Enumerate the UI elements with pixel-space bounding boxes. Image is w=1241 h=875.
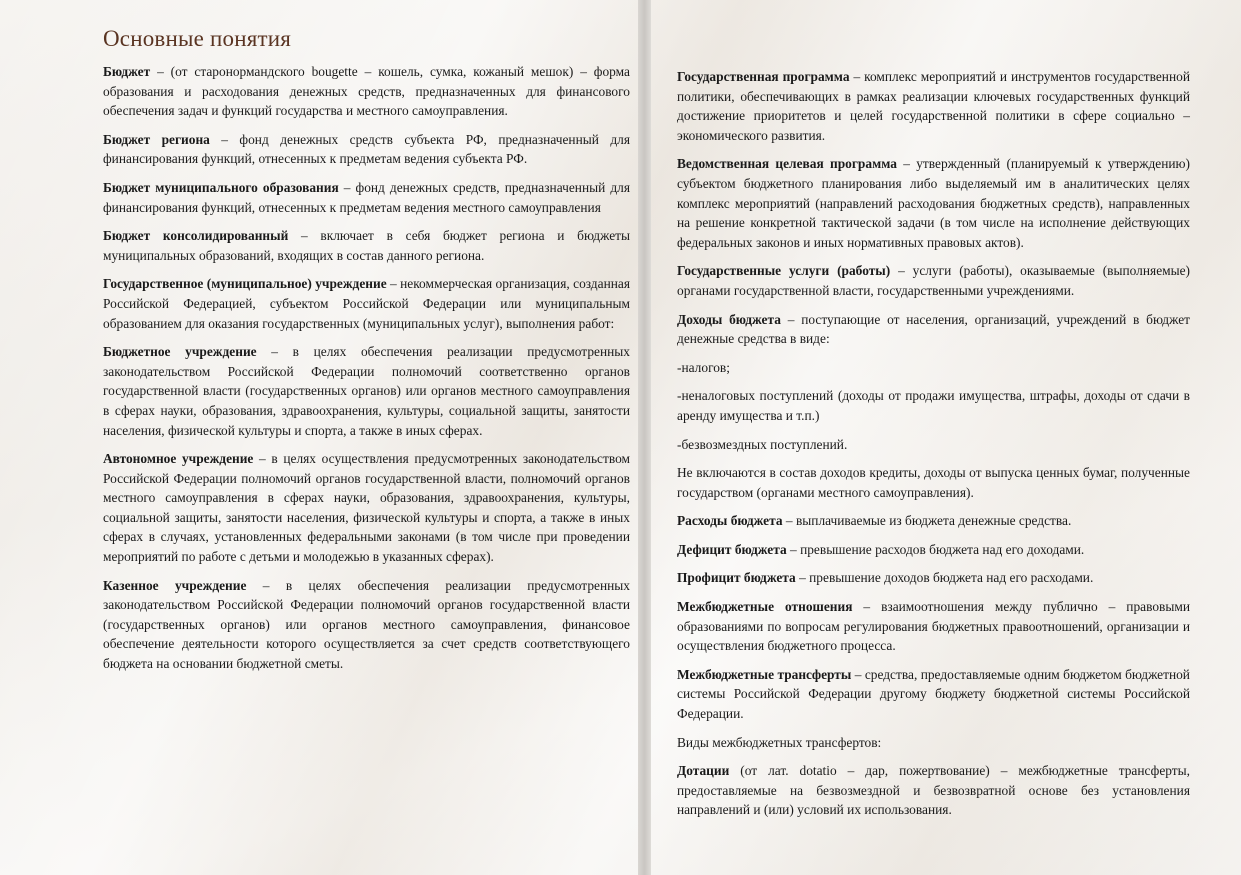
right-definitions — [677, 67, 1190, 820]
definition-text: – взаимоотношения между публично – правовыми образованиями по вопросам регулирования бюджетных правоотношений, организации и осуществления бюджетного процесса. — [677, 599, 1190, 654]
definition-term: Казенное учреждение — [103, 577, 247, 593]
list-item — [677, 435, 1190, 455]
definition-term: Ведомственная целевая программа — [677, 156, 897, 172]
note-paragraph — [677, 463, 1190, 502]
definition-text: Виды межбюджетных трансфертов: — [677, 734, 882, 750]
definition-paragraph — [103, 178, 630, 217]
definition-term: Бюджет муниципального образования — [103, 179, 339, 195]
definition-term: Дотации — [677, 763, 730, 779]
definition-term: Бюджет консолидированный — [103, 228, 289, 244]
definition-term: Межбюджетные отношения — [677, 599, 853, 615]
definition-term: Государственная программа — [677, 69, 850, 84]
definition-paragraph — [677, 67, 1190, 145]
definition-paragraph — [677, 261, 1190, 300]
definition-paragraph — [103, 130, 630, 169]
definition-text: – фонд денежных средств, предназначенный для финансирования функций, отнесенных к предметам ведения местного самоуправления — [103, 179, 630, 215]
definition-text: Не включаются в состав доходов кредиты, доходы от выпуска ценных бумаг, полученные государством (органами местного самоуправления). — [677, 465, 1190, 500]
definition-paragraph — [103, 226, 630, 265]
definition-term: Профицит бюджета — [677, 570, 796, 586]
definition-text: -налогов; — [677, 359, 730, 375]
page-title: Основные понятия — [103, 26, 292, 51]
definition-paragraph — [677, 665, 1190, 724]
definition-text: (от лат. dotatio – дар, пожертвование) – межбюджетные трансферты, предоставляемые на безвозмездной и безвозвратной основе без установления направлений и (или) условий их использования. — [677, 763, 1190, 818]
definition-paragraph — [103, 274, 630, 333]
definition-term: Доходы бюджета — [677, 311, 781, 327]
definition-text: – превышение доходов бюджета над его расходами. — [795, 570, 1094, 586]
definition-paragraph — [677, 568, 1190, 588]
definition-text: – услуги (работы), оказываемые (выполняемые) органами государственной власти, государственными учреждениями. — [677, 263, 1191, 298]
definition-text: – в целях обеспечения реализации предусмотренных законодательством Российской Федерации полномочий соответственно органов государственной власти (государственных органов) или органов местного самоуправления в сферах науки, образования, здравоохранения, культуры, социальной защиты, занятости населения, физической культуры и спорта, а также в иных сферах. — [103, 344, 630, 438]
definition-paragraph — [677, 540, 1190, 560]
list-item — [677, 386, 1190, 425]
definition-text: -безвозмездных поступлений. — [677, 436, 848, 452]
definition-text: – фонд денежных средств субъекта РФ, предназначенный для финансирования функций, отнесенных к предметам ведения субъекта РФ. — [103, 131, 630, 167]
definition-text: – средства, предоставляемые одним бюджетом бюджетной системы Российской Федерации другому бюджету бюджетной системы Российской Федерации. — [677, 666, 1190, 722]
definition-text: – в целях обеспечения реализации предусмотренных законодательством Российской Федерации полномочий органов государственной власти (государственных органов) или органов местного самоуправления, финансовое обеспечение деятельности которого осуществляется за счет средств соответствующего бюджета на основании бюджетной сметы. — [103, 577, 630, 672]
section-subheading — [677, 733, 1190, 753]
definition-paragraph — [677, 154, 1190, 252]
definition-text: – в целях осуществления предусмотренных законодательством Российской Федерации полномочий органов государственной власти, полномочий органов местного самоуправления в сферах науки, образования, здравоохранения, культуры, социальной защиты, занятости населения, физической культуры и спорта, а также в иных сферах в случаях, установленных федеральными законами (в том числе при проведении мероприятий по работе с детьми и молодежью в указанных сферах). — [103, 451, 630, 565]
definition-paragraph — [103, 342, 630, 440]
definition-term: Расходы бюджета — [677, 513, 783, 529]
definition-term: Бюджетное учреждение — [103, 344, 257, 360]
definition-paragraph — [103, 62, 630, 121]
definition-text: – некоммерческая организация, созданная Российской Федерацией, субъектом Российской Федерации или муниципальным образованием для оказания государственных (муниципальных услуг), выполнения работ: — [103, 276, 630, 331]
definition-text: – поступающие от населения, организаций, учреждений в бюджет денежные средства в виде: — [677, 311, 1190, 347]
definition-text: – (от старонормандского bougette – кошель, сумка, кожаный мешок) – форма образования и расходования денежных средств, предназначенных для финансового обеспечения задач и функций государства и местного самоуправления. — [103, 64, 630, 119]
right-page — [651, 0, 1241, 875]
definition-term: Бюджет — [103, 64, 151, 79]
definition-term: Автономное учреждение — [103, 451, 254, 467]
definition-term: Государственное (муниципальное) учреждение — [103, 276, 387, 292]
definition-text: – превышение расходов бюджета над его доходами. — [786, 541, 1085, 557]
definition-term: Государственные услуги (работы) — [677, 263, 891, 279]
definition-term: Межбюджетные трансферты — [677, 666, 852, 682]
definition-text: – комплекс мероприятий и инструментов государственной политики, обеспечивающих в рамках реализации ключевых государственных функций достижение приоритетов и целей государственной политики в сфере социально – экономического развития. — [677, 69, 1190, 143]
definition-paragraph — [677, 597, 1190, 656]
definition-paragraph — [677, 761, 1190, 820]
definition-text: – утвержденный (планируемый к утверждению) субъектом бюджетного планирования либо выделяемый им в аналитических целях комплекс мероприятий (направлений расходования бюджетных средств), направленных на решение конкретной тактической задачи (в том числе на исполнение действующих федеральных законов и иных нормативных правовых актов). — [677, 156, 1190, 250]
definition-text: -неналоговых поступлений (доходы от продажи имущества, штрафы, доходы от сдачи в аренду имущества и т.п.) — [677, 388, 1190, 423]
definition-term: Бюджет региона — [103, 131, 210, 147]
definition-paragraph — [103, 576, 630, 674]
definition-text: – включает в себя бюджет региона и бюджеты муниципальных образований, входящих в состав данного региона. — [103, 228, 630, 263]
left-definitions — [103, 62, 630, 674]
definition-paragraph — [103, 449, 630, 567]
definition-paragraph — [677, 511, 1190, 531]
definition-text: – выплачиваемые из бюджета денежные средства. — [782, 513, 1072, 529]
page-gutter — [638, 0, 651, 875]
list-item — [677, 358, 1190, 378]
definition-paragraph — [677, 310, 1190, 349]
definition-term: Дефицит бюджета — [677, 541, 787, 557]
